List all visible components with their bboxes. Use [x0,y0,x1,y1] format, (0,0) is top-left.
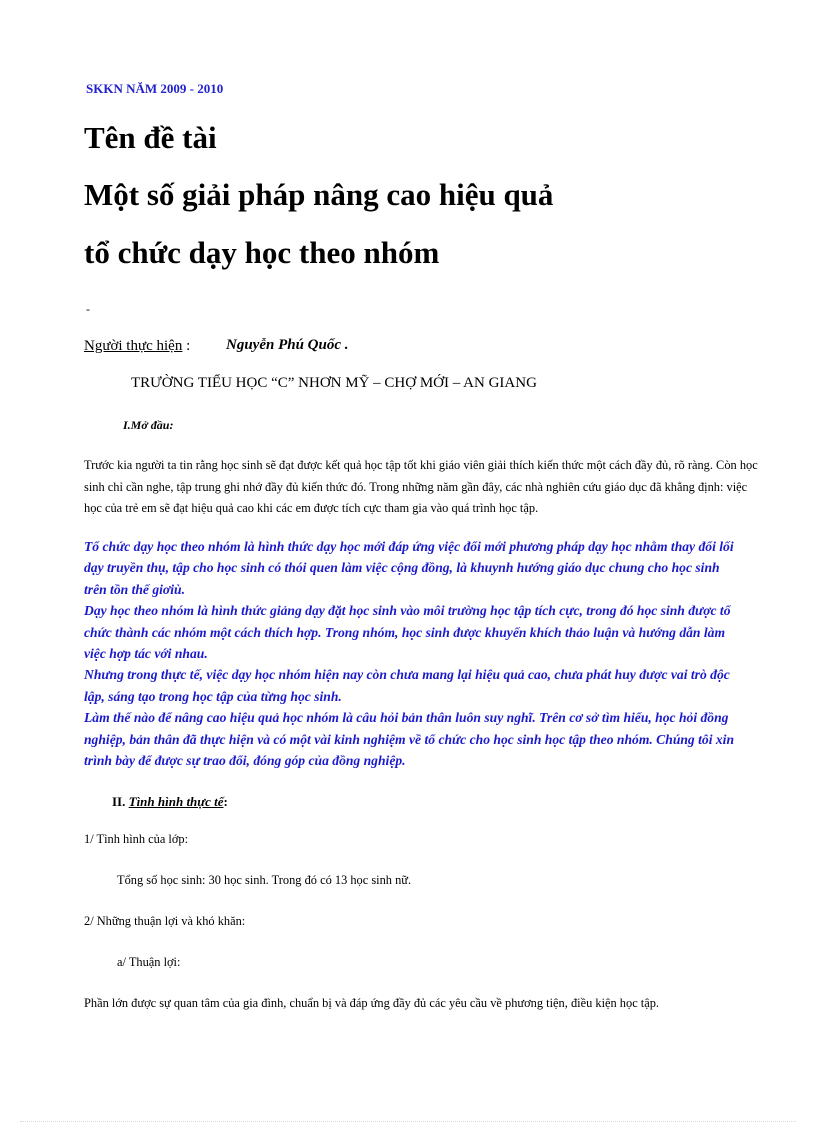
highlight-block [84,536,744,771]
section-2-number: II. [112,794,126,809]
highlight-paragraph: Làm thế nào để nâng cao hiệu quả học nhóm là câu hỏi bản thân luôn suy nghĩ. Trên cơ sở tìm hiểu, học hỏi đồng nghiệp, bản thân đã thực hiện và có một vài kinh nghiệm về tổ chức cho học sinh học tập theo nhóm. Chúng tôi xin trình bày để được sự trao đổi, đóng góp của đồng nghiệp. [84,710,735,769]
school-name: TRƯỜNG TIỂU HỌC “C” NHƠN MỸ – CHỢ MỚI – AN GIANG [131,375,537,391]
section-2-title: Tình hình thực tế [128,794,224,809]
section-2-colon: : [223,794,228,809]
section-2-heading [112,794,228,810]
advantages-detail: Phần lớn được sự quan tâm của gia đình, chuẩn bị và đáp ứng đầy đủ các yêu cầu về phương tiện, điều kiện học tập. [84,996,660,1010]
intro-paragraph: Trước kia người ta tin rằng học sinh sẽ đạt được kết quả học tập tốt khi giáo viên giải thích kiến thức một cách đầy đủ, rõ ràng. Còn học sinh chỉ cần nghe, tập trung ghi nhớ đầy đủ kiến thức đó. Trong những năm gần đây, các nhà nghiên cứu giáo dục đã khẳng định: việc học của trẻ em sẽ đạt hiệu quả cao khi các em được tích cực tham gia vào quá trình học tập. [84,458,758,515]
author-label-colon: : [182,338,191,354]
class-situation-heading: 1/ Tình hình của lớp: [84,832,189,846]
title-line-3: tổ chức dạy học theo nhóm [84,235,440,270]
advantages-subheading: a/ Thuận lợi: [117,955,181,969]
title-line-2: Một số giải pháp nâng cao hiệu quả [84,177,554,212]
class-situation-detail: Tổng số học sinh: 30 học sinh. Trong đó có 13 học sinh nữ. [117,873,412,887]
highlight-paragraph: Tổ chức dạy học theo nhóm là hình thức dạy học mới đáp ứng việc đổi mới phương pháp dạy học nhằm thay đổi lối dạy truyền thụ, tập cho học sinh có thói quen làm việc cộng đồng, là khuynh hướng giáo dục chung cho học sinh trên tồn thế giơiù. [84,539,734,597]
advantages-heading: 2/ Những thuận lợi và khó khăn: [84,914,246,928]
dash-mark: - [86,302,90,316]
author-name: Nguyễn Phú Quốc . [226,337,349,353]
header-tag: SKKN NĂM 2009 - 2010 [86,81,224,96]
page-bottom-divider [20,1121,796,1122]
intro-heading: I.Mở đầu: [123,418,174,432]
author-label [84,338,190,355]
title-line-1: Tên đề tài [84,120,217,155]
highlight-paragraph: Nhưng trong thực tế, việc dạy học nhóm hiện nay còn chưa mang lại hiệu quả cao, chưa phát huy được vai trò độc lập, sáng tạo trong học tập của từng học sinh. [84,667,730,704]
highlight-paragraph: Dạy học theo nhóm là hình thức giảng dạy đặt học sinh vào môi trường học tập tích cực, trong đó học sinh được tổ chức thành các nhóm một cách thích hợp. Trong nhóm, học sinh được khuyến khích thảo luận và hướng dẫn làm việc hợp tác với nhau. [84,603,731,662]
author-label-text: Người thực hiện [84,338,183,354]
